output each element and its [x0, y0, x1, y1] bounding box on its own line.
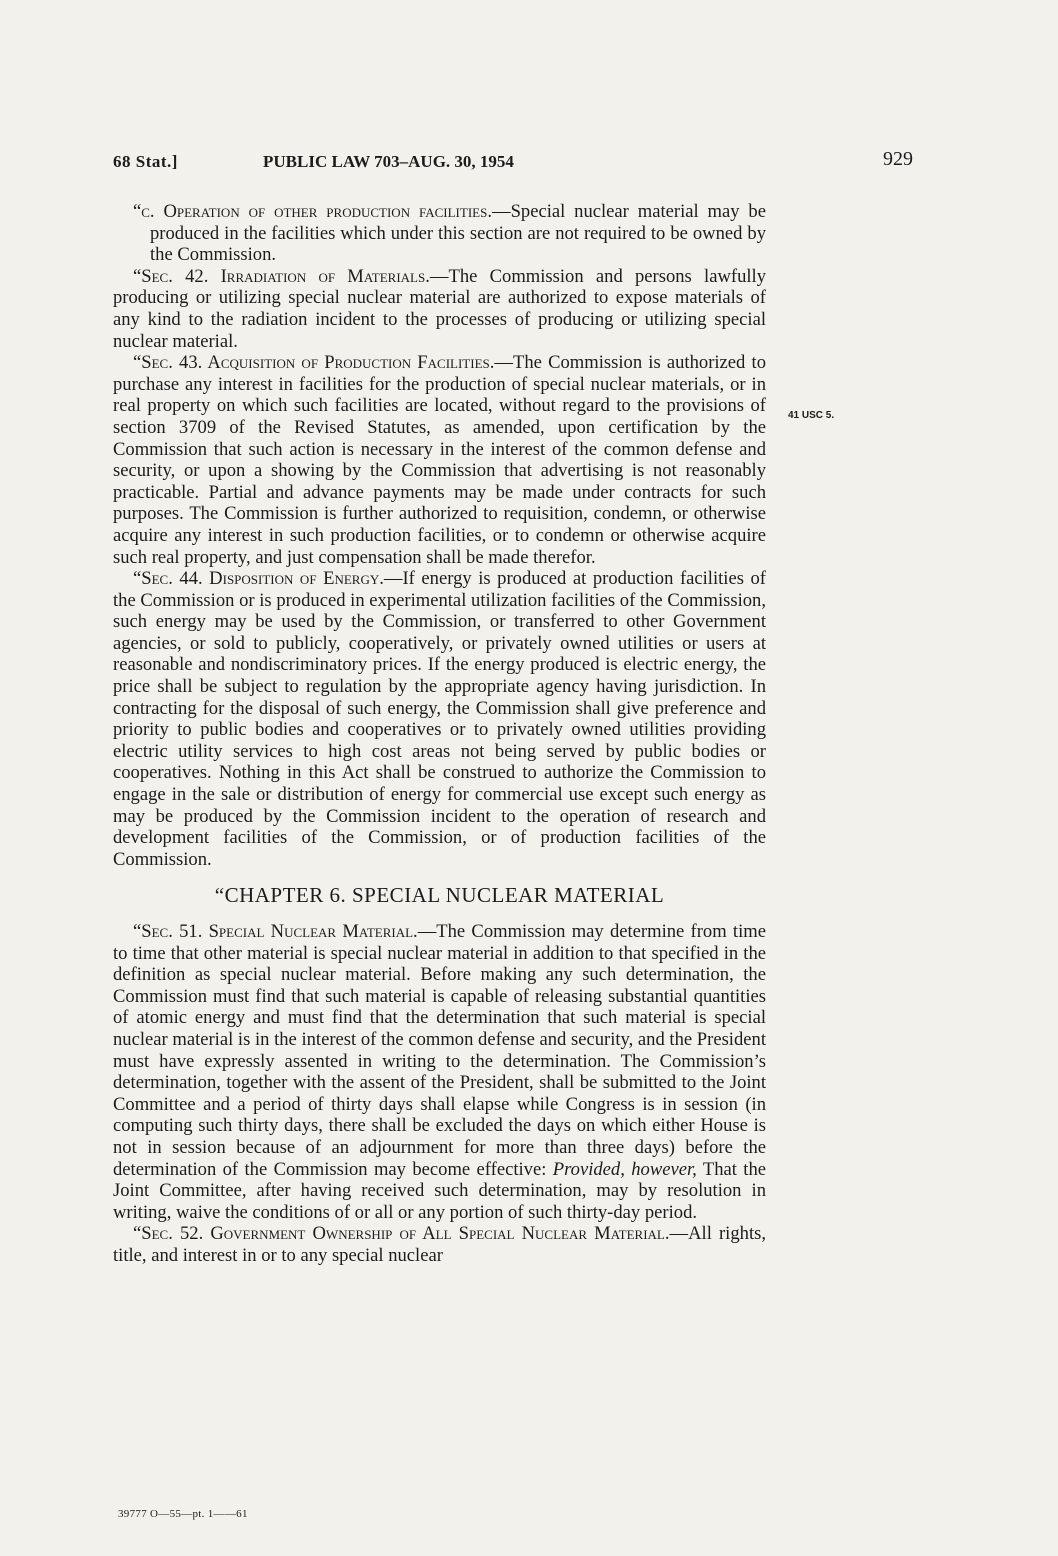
paragraph-sec-42 [113, 266, 766, 352]
proviso-italic: Provided, however, [552, 1158, 697, 1180]
paragraph-sec-51 [113, 921, 766, 1223]
section-heading: “Sec. 42. Irradiation of Materials. [133, 265, 430, 287]
chapter-title: “CHAPTER 6. SPECIAL NUCLEAR MATERIAL [214, 883, 665, 908]
paragraph-sec-44 [113, 568, 766, 870]
section-text: —The Commission and persons lawfully producing or utilizing special nuclear material are authorized to expose materials of any kind to the radiation incident to the processes of producing or utilizing special nuclear material. [113, 265, 766, 352]
section-text: —All rights, title, and interest in or to any special nuclear [113, 1223, 766, 1266]
paragraph-sec-43 [113, 352, 766, 568]
section-heading: “Sec. 44. Disposition of Energy. [133, 568, 384, 590]
section-text-continued: That the Joint Committee, after having received such determination, may by resolution in writing, waive the conditions of or all or any portion of such thirty-day period. [113, 1158, 766, 1223]
statute-reference: 68 Stat.] [113, 152, 178, 171]
paragraph-operation-facilities [113, 201, 766, 266]
section-heading: “Sec. 43. Acquisition of Production Facilities. [133, 352, 495, 374]
paragraph-sec-52 [113, 1223, 766, 1266]
printing-code: 39777 O—55—pt. 1——61 [118, 1508, 248, 1520]
section-text: —The Commission is authorized to purchase any interest in facilities for the production of special nuclear materials, or in real property on which such facilities are located, without regard to the provisions of section 3709 of the Revised Statutes, as amended, upon certification by the Commission that such action is necessary in the interest of the common defense and security, or upon a showing by the Commission that advertising is not reasonably practicable. Partial and advance payments may be made under contracts for such purposes. The Commission is further authorized to requisition, condemn, or otherwise acquire any interest in such production facilities, or to condemn or otherwise acquire such real property, and just compensation shall be made therefor. [113, 352, 766, 568]
body-text [113, 201, 766, 1267]
section-heading: “c. Operation of other production facilities. [133, 201, 492, 222]
law-title: PUBLIC LAW 703–AUG. 30, 1954 [263, 152, 514, 171]
section-text: —The Commission may determine from time to time that other material is special nuclear material in addition to that specified in the definition as special nuclear material. Before making any such determination, the Commission must find that such material is capable of releasing substantial quantities of atomic energy and must find that the determination that such material is special nuclear material is in the interest of the common defense and security, and the President must have expressly assented in writing to the determination. The Commission’s determination, together with the assent of the President, shall be submitted to the Joint Committee and a period of thirty days shall elapse while Congress is in session (in computing such thirty days, there shall be excluded the days on which either House is not in session because of an adjournment for more than three days) before the determination of the Commission may become effective: [113, 921, 766, 1180]
section-text: —Special nuclear material may be produced in the facilities which under this section are not required to be owned by the Commission. [150, 201, 766, 266]
page-header [113, 148, 913, 178]
section-text: —If energy is produced at production facilities of the Commission or is produced in experimental utilization facilities of the Commission, such energy may be used by the Commission, or transferred to other Government agencies, or sold to publicly, cooperatively, or privately owned utilities or users at reasonable and nondiscriminatory prices. If the energy produced is electric energy, the price shall be subject to regulation by the appropriate agency having jurisdiction. In contracting for the disposal of such energy, the Commission shall give preference and priority to public bodies and cooperatives or to privately owned utilities providing electric utility services to high cost areas not being served by public bodies or cooperatives. Nothing in this Act shall be construed to authorize the Commission to engage in the sale or distribution of energy for commercial use except such energy as may be produced by the Commission incident to the operation of research and development facilities of the Commission, or of production facilities of the Commission. [113, 568, 766, 870]
section-heading: “Sec. 51. Special Nuclear Material. [133, 921, 418, 942]
page-number: 929 [883, 148, 913, 170]
section-heading: “Sec. 52. Government Ownership of All Special Nuclear Material. [133, 1223, 670, 1245]
margin-citation: 41 USC 5. [788, 410, 835, 421]
